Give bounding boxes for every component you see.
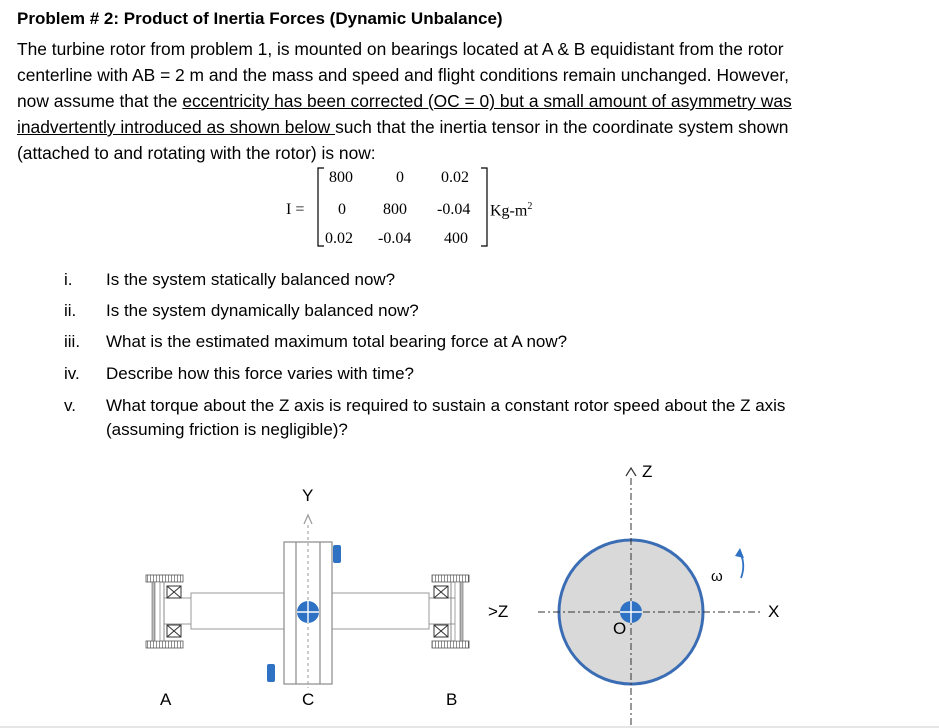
problem-title: Problem # 2: Product of Inertia Forces (Dynamic Unbalance) — [17, 9, 503, 28]
question-5-number: v. — [64, 396, 76, 415]
underlined-assumption-2: inadvertently introduced as shown below — [17, 117, 336, 137]
center-c-marker — [297, 601, 319, 623]
matrix-cell-2-2: 400 — [444, 230, 468, 247]
underlined-assumption-1: eccentricity has been corrected (OC = 0) but a small amount of asymmetry was — [182, 91, 792, 111]
label-x-axis: X — [768, 602, 780, 621]
question-5-continuation: (assuming friction is negligible)? — [106, 420, 348, 439]
question-5-text: What torque about the Z axis is required to sustain a constant rotor speed about the Z axis — [106, 396, 786, 415]
question-1-number: i. — [64, 270, 73, 289]
matrix-cell-1-0: 0 — [338, 201, 346, 218]
asymmetry-mass-upper — [333, 545, 341, 563]
label-center-c: C — [302, 690, 315, 709]
matrix-cell-0-1: 0 — [396, 169, 404, 186]
matrix-symbol: I = — [286, 201, 305, 218]
paragraph-line-5: (attached to and rotating with the rotor) is now: — [17, 143, 376, 163]
label-z-axis-top: Z — [642, 462, 653, 481]
label-bearing-a: A — [160, 690, 172, 709]
label-bearing-b: B — [446, 690, 458, 709]
question-2-text: Is the system dynamically balanced now? — [106, 301, 419, 320]
question-3-number: iii. — [64, 332, 81, 351]
matrix-cell-1-2: -0.04 — [437, 201, 471, 218]
question-3-text: What is the estimated maximum total bearing force at A now? — [106, 332, 568, 351]
matrix-right-bracket — [481, 168, 487, 246]
paragraph-line-1: The turbine rotor from problem 1, is mounted on bearings located at A & B equidistant from the rotor — [17, 39, 784, 59]
question-2-number: ii. — [64, 301, 77, 320]
question-4-number: iv. — [64, 364, 80, 383]
asymmetry-mass-lower — [267, 664, 275, 682]
label-z-axis-side: >Z — [488, 602, 509, 621]
question-1-text: Is the system statically balanced now? — [106, 270, 396, 289]
matrix-left-bracket — [318, 168, 324, 246]
matrix-cell-1-1: 800 — [383, 201, 407, 218]
label-omega: ω — [711, 568, 723, 585]
question-4-text: Describe how this force varies with time? — [106, 364, 415, 383]
paragraph-line-2: centerline with AB = 2 m and the mass and speed and flight conditions remain unchanged. However, — [17, 65, 789, 85]
matrix-cell-0-2: 0.02 — [441, 169, 469, 186]
omega-arrow-icon — [735, 548, 744, 578]
matrix-unit-exponent: 2 — [527, 201, 533, 212]
label-center-o: O — [613, 619, 627, 638]
matrix-unit-text: Kg-m — [490, 202, 528, 220]
matrix-cell-2-1: -0.04 — [378, 230, 412, 247]
matrix-cell-0-0: 800 — [329, 169, 353, 186]
paragraph-line-3-plain: now assume that the — [17, 91, 183, 111]
label-y-axis: Y — [302, 486, 314, 505]
matrix-cell-2-0: 0.02 — [325, 230, 353, 247]
paragraph-line-4-plain: such that the inertia tensor in the coordinate system shown — [335, 117, 789, 137]
